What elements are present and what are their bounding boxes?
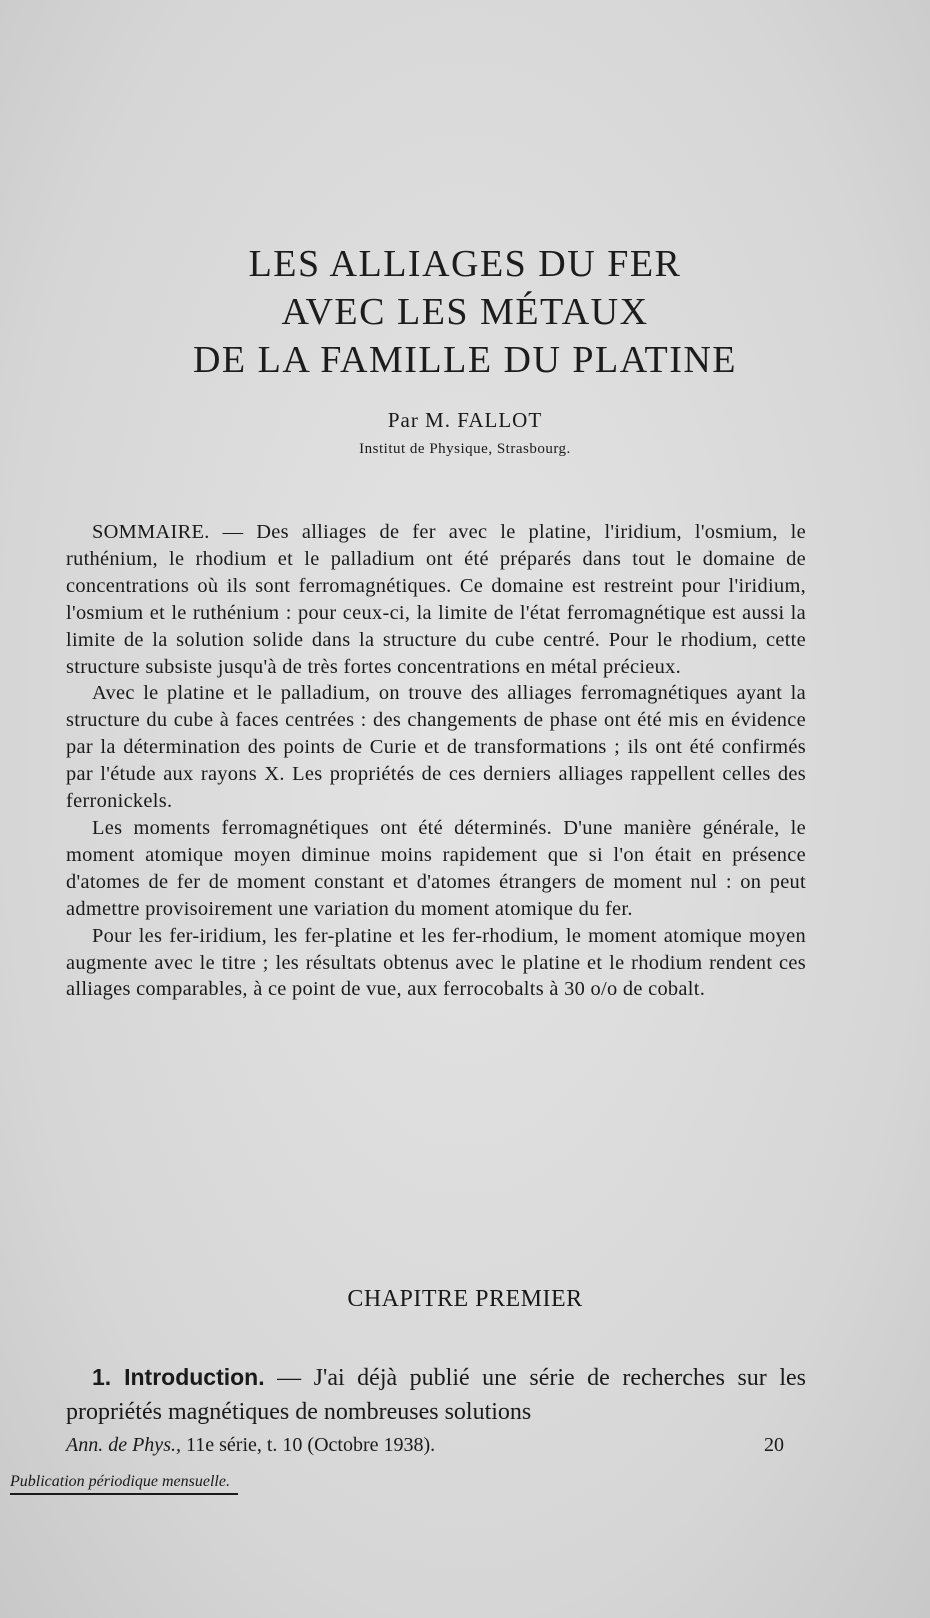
citation <box>66 1434 435 1457</box>
abstract-paragraph-2: Avec le platine et le palladium, on trouve des alliages ferromagnétiques ayant la structure du cube à faces centrées : des changements de phase ont été mis en évidence par la détermination des points de Curie et de transformations ; ils ont été confirmés par l'étude aux rayons X. Les propriétés de ces derniers alliages rappellent celles des ferronickels. <box>66 682 806 813</box>
title-line-2: AVEC LES MÉTAUX <box>281 291 649 333</box>
page-number: 20 <box>764 1434 784 1456</box>
abstract-paragraph-4: Pour les fer-iridium, les fer-platine et les fer-rhodium, le moment atomique moyen augmente avec le titre ; les résultats obtenus avec le platine et le rhodium rendent ces alliages comparables, à ce point de vue, aux ferrocobalts à 30 o/o de cobalt. <box>66 924 806 1001</box>
abstract-paragraph-1: SOMMAIRE. — Des alliages de fer avec le platine, l'iridium, l'osmium, le ruthénium, le rhodium et le palladium ont été préparés dans tout le domaine de concentrations où ils sont ferromagnétiques. Ce domaine est restreint pour l'iridium, l'osmium et le ruthénium : pour ceux-ci, la limite de l'état ferromagnétique est aussi la limite de la solution solide dans la structure du cube centré. Pour le rhodium, cette structure subsiste jusqu'à de très fortes concentrations en métal précieux. <box>66 521 806 678</box>
title-line-3: DE LA FAMILLE DU PLATINE <box>192 339 738 381</box>
intro-text: — J'ai déjà publié une série de recherches sur les propriétés magnétiques de nombreuses solutions <box>66 1365 806 1425</box>
publication-note: Publication périodique mensuelle. <box>10 1473 238 1495</box>
intro-section <box>66 1360 806 1429</box>
author: Par M. FALLOT <box>387 408 543 432</box>
journal-series: 11e série, t. 10 (Octobre 1938). <box>180 1434 436 1456</box>
chapter-heading: CHAPITRE PREMIER <box>347 1286 583 1312</box>
article-title <box>0 240 930 384</box>
journal-name: Ann. de Phys., <box>66 1434 181 1456</box>
abstract <box>66 519 806 1003</box>
intro-lead: 1. Introduction. <box>92 1364 265 1390</box>
abstract-paragraph-3: Les moments ferromagnétiques ont été déterminés. D'une manière générale, le moment atomique moyen diminue moins rapidement que si l'on était en présence d'atomes de fer de moment constant et d'atomes étrangers de moment nul : on peut admettre provisoirement une variation du moment atomique du fer. <box>66 816 806 920</box>
page-footer <box>66 1434 784 1457</box>
intro-paragraph <box>66 1360 806 1429</box>
title-line-1: LES ALLIAGES DU FER <box>248 243 682 285</box>
affiliation: Institut de Physique, Strasbourg. <box>359 441 571 457</box>
